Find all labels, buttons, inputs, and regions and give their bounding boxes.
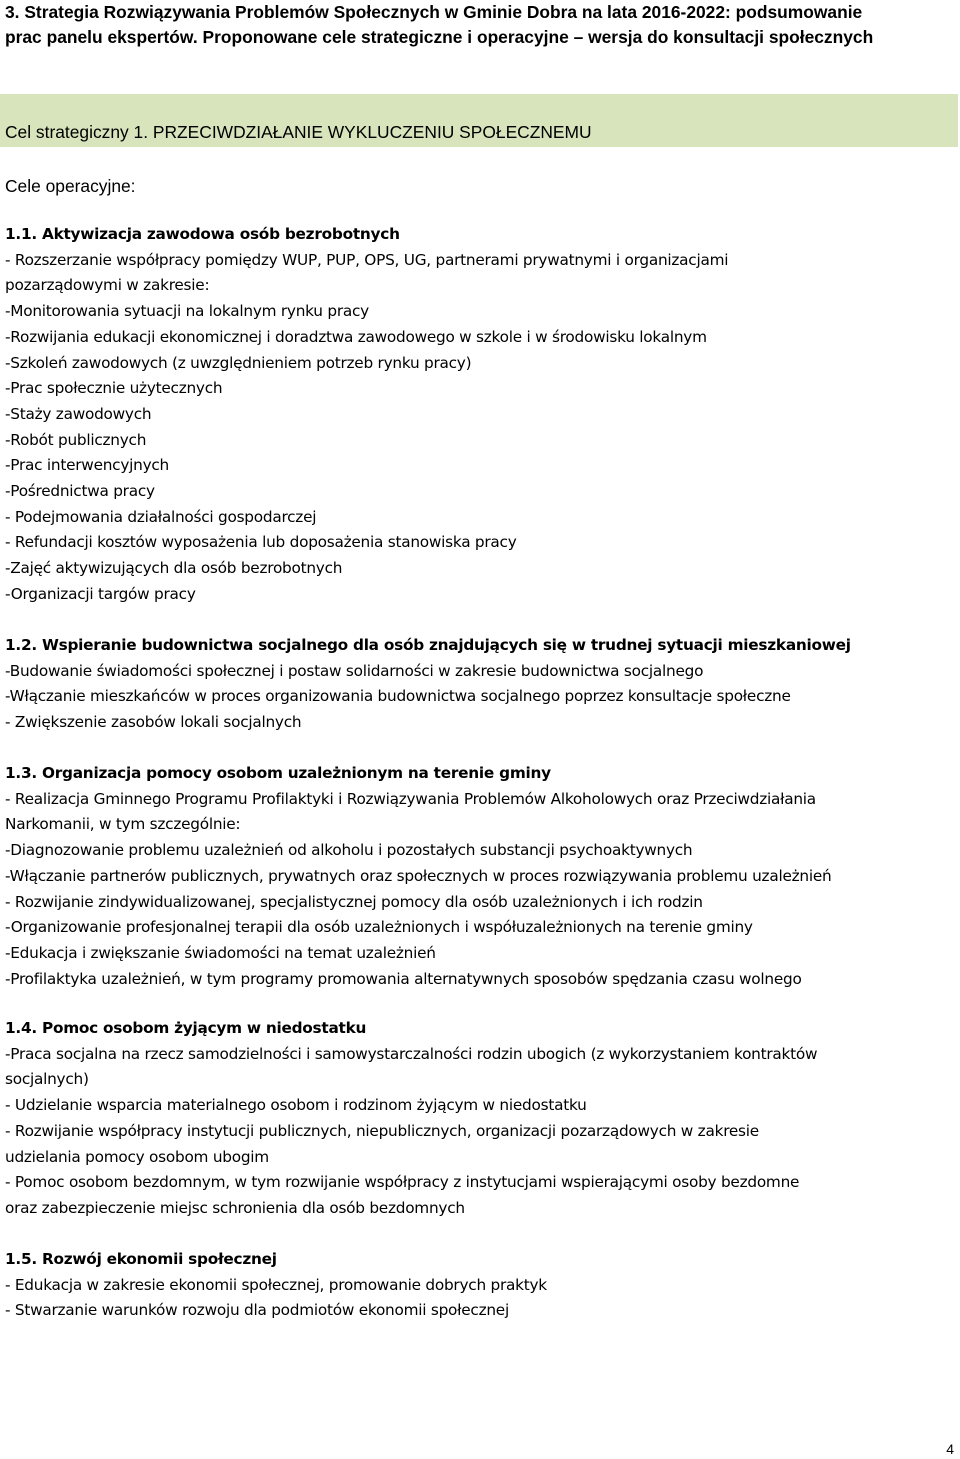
- list-item: socjalnych): [5, 1070, 89, 1089]
- list-item: - Rozszerzanie współpracy pomiędzy WUP, PUP, OPS, UG, partnerami prywatnymi i organizacjami: [5, 250, 729, 269]
- list-item: Narkomanii, w tym szczególnie:: [5, 815, 241, 834]
- list-item: -Profilaktyka uzależnień, w tym programy promowania alternatywnych sposobów spędzania czasu wolnego: [5, 969, 802, 988]
- list-item: -Szkoleń zawodowych (z uwzględnieniem potrzeb rynku pracy): [5, 353, 472, 372]
- section-1-4: [5, 1016, 960, 1222]
- document-heading: [5, 0, 953, 50]
- list-item: -Włączanie partnerów publicznych, prywatnych oraz społecznych w proces rozwiązywania problemu uzależnień: [5, 866, 832, 885]
- list-item: -Praca socjalna na rzecz samodzielności i samowystarczalności rodzin ubogich (z wykorzystaniem kontraktów: [5, 1044, 818, 1063]
- section-title: 1.2. Wspieranie budownictwa socjalnego dla osób znajdujących się w trudnej sytuacji mieszkaniowej: [5, 636, 851, 654]
- section-title: 1.5. Rozwój ekonomii społecznej: [5, 1250, 277, 1268]
- list-item: -Organizowanie profesjonalnej terapii dla osób uzależnionych i współuzależnionych na terenie gminy: [5, 918, 753, 937]
- list-item: - Stwarzanie warunków rozwoju dla podmiotów ekonomii społecznej: [5, 1301, 509, 1320]
- list-item: - Zwiększenie zasobów lokali socjalnych: [5, 713, 302, 732]
- list-item: -Organizacji targów pracy: [5, 584, 196, 603]
- section-1-5: [5, 1247, 960, 1324]
- heading-line-1: 3. Strategia Rozwiązywania Problemów Społecznych w Gminie Dobra na lata 2016-2022: podsumowanie: [5, 2, 863, 22]
- list-item: -Pośrednictwa pracy: [5, 482, 155, 501]
- page-number: 4: [946, 1441, 954, 1457]
- list-item: - Edukacja w zakresie ekonomii społecznej, promowanie dobrych praktyk: [5, 1275, 547, 1294]
- list-item: -Włączanie mieszkańców w proces organizowania budownictwa socjalnego poprzez konsultacje społeczne: [5, 687, 791, 706]
- section-1-1: [5, 222, 960, 608]
- heading-line-2: prac panelu ekspertów. Proponowane cele strategiczne i operacyjne – wersja do konsultacji społecznych: [5, 27, 874, 47]
- list-item: udzielania pomocy osobom ubogim: [5, 1147, 269, 1166]
- list-item: - Podejmowania działalności gospodarczej: [5, 507, 317, 526]
- list-item: - Realizacja Gminnego Programu Profilaktyki i Rozwiązywania Problemów Alkoholowych oraz Przeciwdziałania: [5, 789, 816, 808]
- list-item: pozarządowymi w zakresie:: [5, 276, 210, 295]
- strategic-goal-title: Cel strategiczny 1. PRZECIWDZIAŁANIE WYKLUCZENIU SPOŁECZNEMU: [5, 122, 592, 142]
- section-title: 1.3. Organizacja pomocy osobom uzależnionym na terenie gminy: [5, 764, 551, 782]
- list-item: -Rozwijania edukacji ekonomicznej i doradztwa zawodowego w szkole i w środowisku lokalnym: [5, 327, 707, 346]
- section-title: 1.4. Pomoc osobom żyjącym w niedostatku: [5, 1019, 367, 1037]
- section-title: 1.1. Aktywizacja zawodowa osób bezrobotnych: [5, 225, 400, 243]
- list-item: - Pomoc osobom bezdomnym, w tym rozwijanie współpracy z instytucjami wspierającymi osoby bezdomne: [5, 1173, 800, 1192]
- list-item: -Prac społecznie użytecznych: [5, 379, 223, 398]
- list-item: -Staży zawodowych: [5, 404, 152, 423]
- list-item: - Udzielanie wsparcia materialnego osobom i rodzinom żyjącym w niedostatku: [5, 1096, 587, 1115]
- list-item: -Robót publicznych: [5, 430, 147, 449]
- section-1-2: [5, 633, 960, 736]
- list-item: - Rozwijanie zindywidualizowanej, specjalistycznej pomocy dla osób uzależnionych i ich rodzin: [5, 892, 703, 911]
- list-item: -Diagnozowanie problemu uzależnień od alkoholu i pozostałych substancji psychoaktywnych: [5, 841, 693, 860]
- list-item: - Refundacji kosztów wyposażenia lub doposażenia stanowiska pracy: [5, 533, 517, 552]
- list-item: -Zajęć aktywizujących dla osób bezrobotnych: [5, 559, 343, 578]
- list-item: -Prac interwencyjnych: [5, 456, 169, 475]
- list-item: -Monitorowania sytuacji na lokalnym rynku pracy: [5, 302, 369, 321]
- list-item: -Edukacja i zwiększanie świadomości na temat uzależnień: [5, 943, 436, 962]
- operational-goals-label: Cele operacyjne:: [5, 176, 136, 196]
- list-item: -Budowanie świadomości społecznej i postaw solidarności w zakresie budownictwa socjalnego: [5, 661, 704, 680]
- list-item: - Rozwijanie współpracy instytucji publicznych, niepublicznych, organizacji pozarządowych w zakresie: [5, 1121, 759, 1140]
- list-item: oraz zabezpieczenie miejsc schronienia dla osób bezdomnych: [5, 1198, 465, 1217]
- section-1-3: [5, 761, 960, 992]
